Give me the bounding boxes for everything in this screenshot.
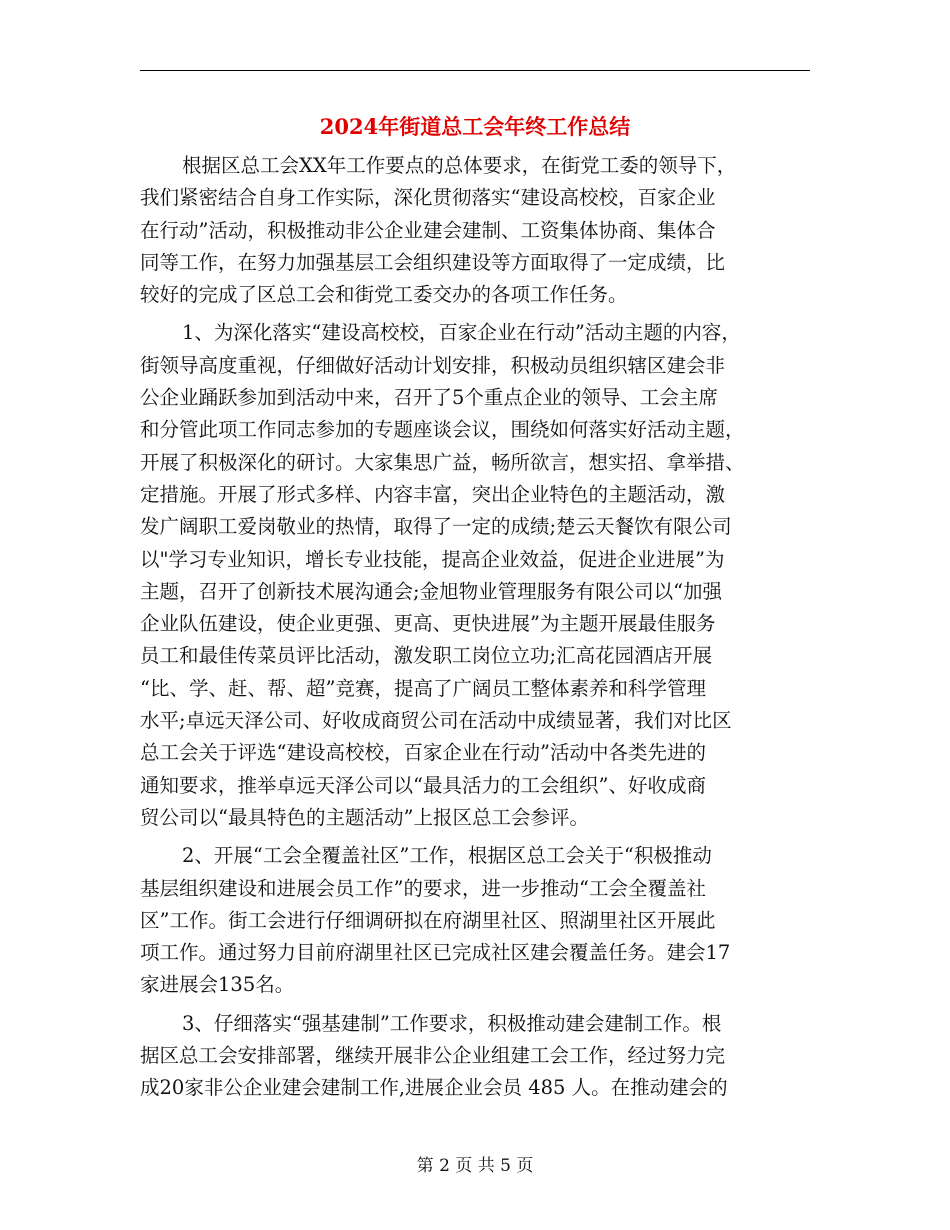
- text-line: 公企业踊跃参加到活动中来，召开了5个重点企业的领导、工会主席: [140, 386, 718, 410]
- text-line: 同等工作，在努力加强基层工会组织建设等方面取得了一定成绩，比: [140, 250, 726, 274]
- text-line: 我们紧密结合自身工作实际，深化贯彻落实“建设高校校，百家企业: [140, 186, 716, 210]
- text-line: 2、开展“工会全覆盖社区”工作，根据区总工会关于“积极推动: [182, 844, 712, 868]
- paragraph: [140, 840, 810, 1001]
- text-line: 贸公司以“最具特色的主题活动”上报区总工会参评。: [140, 805, 589, 829]
- text-line: 家进展会135名。: [140, 973, 295, 997]
- text-line: 开展了积极深化的研讨。大家集思广益，畅所欲言，想实招、拿举措、: [140, 450, 745, 474]
- text-line: 员工和最佳传菜员评比活动，激发职工岗位立功;汇高花园酒店开展: [140, 644, 713, 668]
- text-line: 水平;卓远天泽公司、好收成商贸公司在活动中成绩显著，我们对比区: [140, 709, 732, 733]
- text-line: 项工作。通过努力目前府湖里社区已完成社区建会覆盖任务。建会17: [140, 941, 731, 965]
- paragraph: [140, 150, 810, 311]
- paragraph: [140, 317, 810, 834]
- text-line: 企业队伍建设，使企业更强、更高、更快进展”为主题开展最佳服务: [140, 612, 716, 636]
- text-line: 和分管此项工作同志参加的专题座谈会议，围绕如何落实好活动主题，: [140, 418, 745, 442]
- header-rule: [140, 70, 810, 71]
- text-line: 基层组织建设和进展会员工作”的要求，进一步推动“工会全覆盖社: [140, 876, 706, 900]
- document-title: 2024年街道总工会年终工作总结: [319, 114, 631, 139]
- text-line: 在行动”活动，积极推动非公企业建会建制、工资集体协商、集体合: [140, 218, 716, 242]
- text-line: 1、为深化落实“建设高校校，百家企业在行动”活动主题的内容，: [182, 321, 741, 345]
- text-line: 成20家非公企业建会建制工作,进展企业会员 485 人。在推动建会的: [140, 1076, 728, 1100]
- text-line: 较好的完成了区总工会和街党工委交办的各项工作任务。: [140, 283, 628, 307]
- paragraph: [140, 1008, 810, 1105]
- document-body: [140, 150, 810, 1105]
- text-line: 发广阔职工爱岗敬业的热情，取得了一定的成绩;楚云天餐饮有限公司: [140, 515, 732, 539]
- text-line: “比、学、赶、帮、超”竞赛，提高了广阔员工整体素养和科学管理: [140, 676, 706, 700]
- text-line: 根据区总工会XX年工作要点的总体要求，在街党工委的领导下，: [182, 154, 737, 177]
- text-line: 以"学习专业知识，增长专业技能，提高企业效益，促进企业进展”为: [140, 547, 725, 571]
- page-number: 第 2 页 共 5 页: [416, 1156, 534, 1176]
- text-line: 总工会关于评选“建设高校校，百家企业在行动”活动中各类先进的: [140, 741, 706, 765]
- text-line: 区”工作。街工会进行仔细调研拟在府湖里社区、照湖里社区开展此: [140, 908, 716, 932]
- text-line: 据区总工会安排部署，继续开展非公企业组建工会工作，经过努力完: [140, 1044, 726, 1068]
- text-line: 主题，召开了创新技术展沟通会;金旭物业管理服务有限公司以“加强: [140, 579, 723, 603]
- text-line: 通知要求，推举卓远天泽公司以“最具活力的工会组织”、好收成商: [140, 773, 706, 797]
- text-line: 3、仔细落实“强基建制”工作要求，积极推动建会建制工作。根: [182, 1011, 722, 1035]
- text-line: 定措施。开展了形式多样、内容丰富，突出企业特色的主题活动，激: [140, 482, 726, 506]
- text-line: 街领导高度重视，仔细做好活动计划安排，积极动员组织辖区建会非: [140, 353, 726, 377]
